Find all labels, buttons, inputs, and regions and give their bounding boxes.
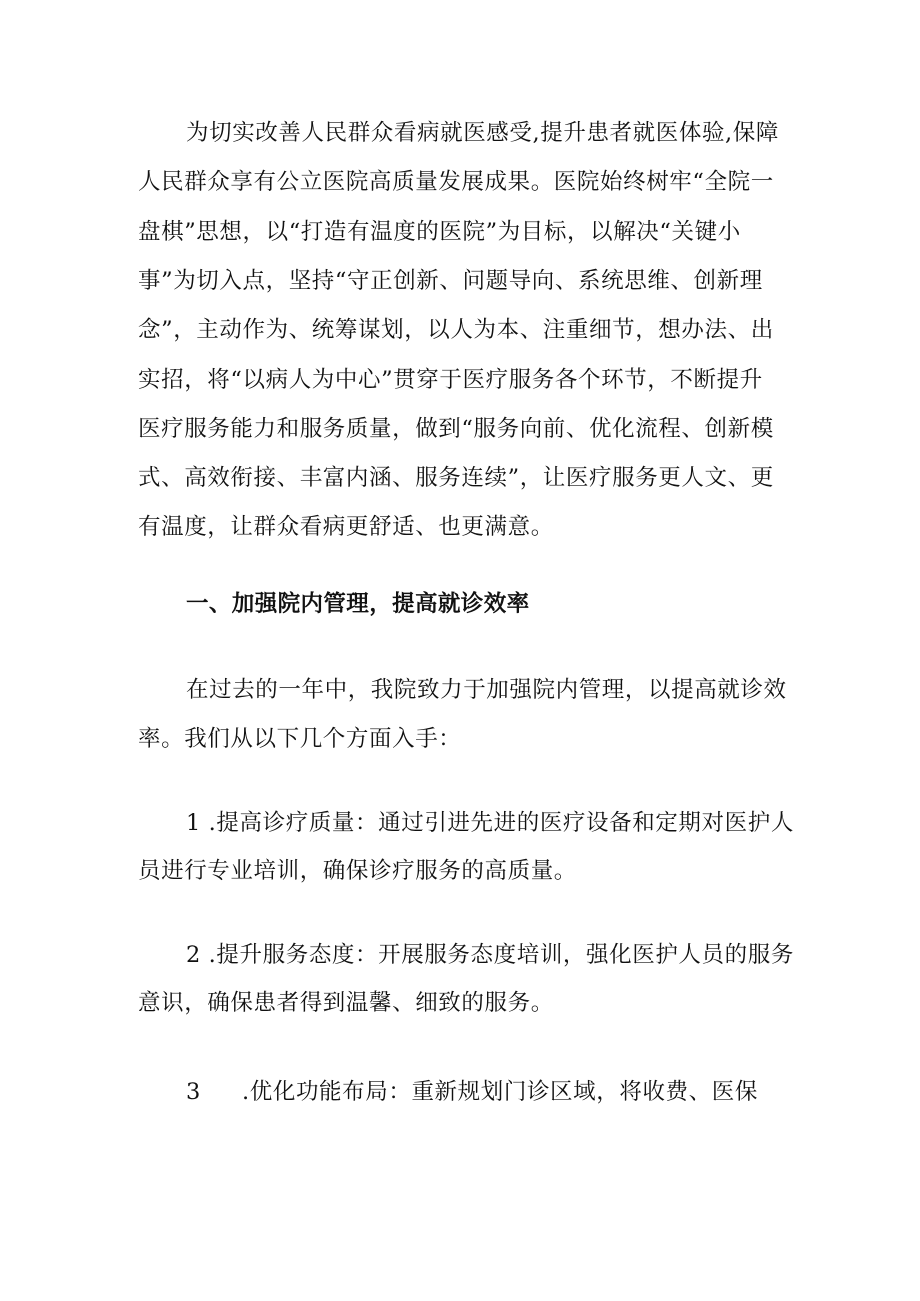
text-line: 员进行专业培训，确保诊疗服务的高质量。 xyxy=(138,858,577,884)
text-line: 有温度，让群众看病更舒适、也更满意。 xyxy=(138,514,554,540)
text-line: 为切实改善人民群众看病就医感受,提升患者就医体验,保障 xyxy=(186,120,780,146)
text-line: 实招，将“以病人为中心”贯穿于医疗服务各个环节，不断提升 xyxy=(138,367,763,393)
text-line: 念”，主动作为、统筹谋划，以人为本、注重细节，想办法、出 xyxy=(138,317,774,343)
list-number: 3 xyxy=(186,1079,201,1105)
text-line: 率。我们从以下几个方面入手： xyxy=(138,726,462,752)
text-line: 在过去的一年中，我院致力于加强院内管理，以提高就诊效 xyxy=(186,677,787,703)
text-line: 1 .提高诊疗质量：通过引进先进的医疗设备和定期对医护人 xyxy=(186,810,794,836)
text-line: 2 .提升服务态度：开展服务态度培训，强化医护人员的服务 xyxy=(186,942,794,968)
text-line: 事”为切入点，坚持“守正创新、问题导向、系统思维、创新理 xyxy=(138,268,763,294)
text-line: 意识，确保患者得到温馨、细致的服务。 xyxy=(138,990,554,1016)
text-line: 盘棋”思想，以“打造有温度的医院”为目标，以解决“关键小 xyxy=(138,219,741,245)
text-line: 人民群众享有公立医院高质量发展成果。医院始终树牢“全院一 xyxy=(138,169,774,195)
text-line: .优化功能布局：重新规划门诊区域，将收费、医保 xyxy=(242,1079,758,1105)
text-line: 医疗服务能力和服务质量，做到“服务向前、优化流程、创新模 xyxy=(138,416,774,442)
section-heading: 一、加强院内管理，提高就诊效率 xyxy=(186,591,530,617)
text-line: 式、高效衔接、丰富内涵、服务连续”，让医疗服务更人文、更 xyxy=(138,465,774,491)
